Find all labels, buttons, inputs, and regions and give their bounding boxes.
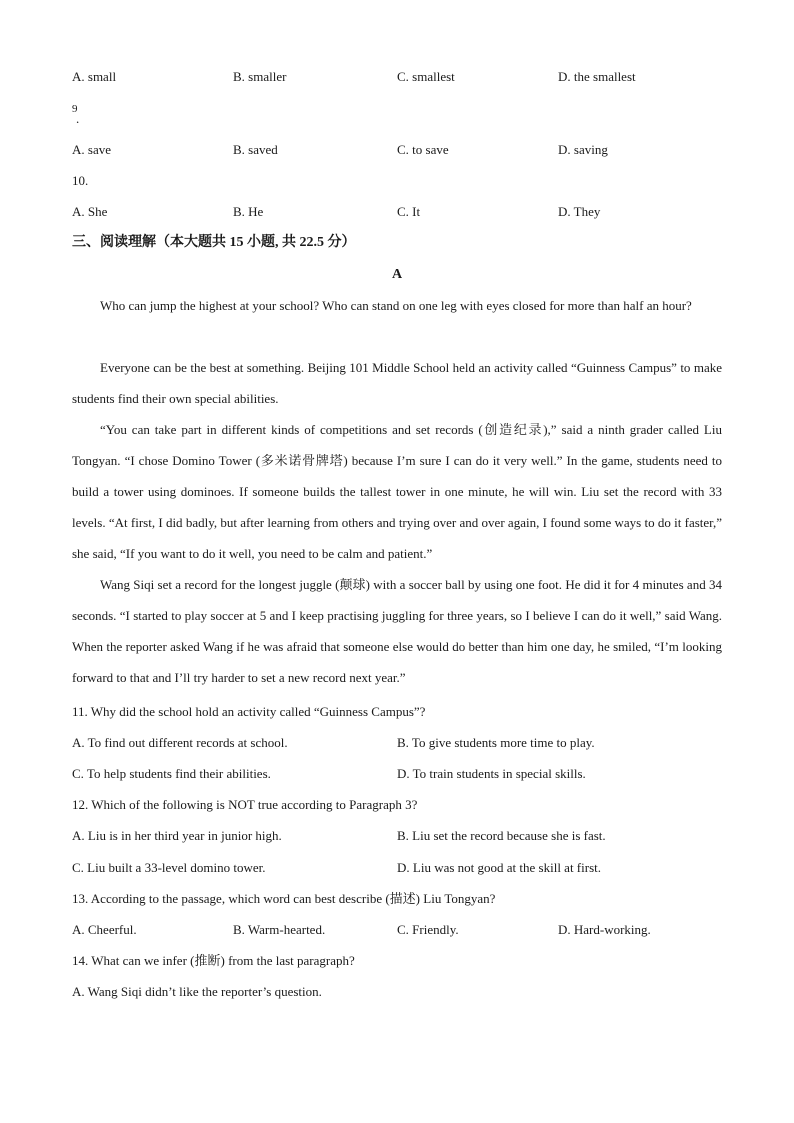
q12-option-d: D. Liu was not good at the skill at first. [397, 860, 602, 875]
q13-option-d: D. Hard-working. [558, 922, 651, 937]
q13-stem: 13. According to the passage, which word can best describe (描述) Liu Tongyan? [72, 891, 496, 906]
q14-option-a: A. Wang Siqi didn’t like the reporter’s question. [72, 984, 322, 999]
q12-option-b: B. Liu set the record because she is fast. [397, 828, 606, 843]
q11-options-row2 [0, 766, 794, 782]
section-title: 三、阅读理解（本大题共 15 小题, 共 22.5 分） [72, 235, 356, 250]
q9-options [0, 142, 794, 158]
q10-option-d: D. They [558, 204, 601, 219]
q8-option-a: A. small [72, 69, 117, 84]
q13-options [0, 922, 794, 938]
q8-option-d: D. the smallest [558, 69, 636, 84]
q12-option-c: C. Liu built a 33-level domino tower. [72, 860, 266, 875]
q11-option-b: B. To give students more time to play. [397, 735, 595, 750]
q11-stem: 11. Why did the school hold an activity called “Guinness Campus”? [72, 704, 426, 719]
q12-options-row2 [0, 860, 794, 876]
q12-options-row1 [0, 828, 794, 844]
q10-options [0, 204, 794, 220]
q11-option-c: C. To help students find their abilities. [72, 766, 271, 781]
q10-option-b: B. He [233, 204, 264, 219]
paragraph-3: “You can take part in different kinds of competitions and set records (创造纪录),” said a ninth grader called Liu Tongyan. “I chose Domino Tower (多米诺骨牌塔) because I’m sure I can do it very well.” In the game, students need to build a tower using dominoes. If someone builds the tallest tower in one minute, he will win. Liu set the record with 33 levels. “At first, I did badly, but after learning from others and trying over and over again, I found some ways to do it faster,” she said, “If you want to do it well, you need to be calm and patient.” [72, 422, 722, 561]
q13-option-c: C. Friendly. [397, 922, 459, 937]
q13-option-a: A. Cheerful. [72, 922, 137, 937]
q9-number-digit: 9 [72, 103, 78, 115]
q10-number: 10. [72, 173, 89, 188]
q13-option-b: B. Warm-hearted. [233, 922, 326, 937]
q11-option-d: D. To train students in special skills. [397, 766, 586, 781]
q10-option-c: C. It [397, 204, 421, 219]
paragraph-1: Who can jump the highest at your school? Who can stand on one leg with eyes closed for more than half an hour? [100, 298, 692, 313]
q9-option-b: B. saved [233, 142, 278, 157]
q11-options-row1 [0, 735, 794, 751]
q8-options [0, 69, 794, 85]
paragraph-4: Wang Siqi set a record for the longest juggle (颠球) with a soccer ball by using one foot. He did it for 4 minutes and 34 seconds. “I started to play soccer at 5 and I keep practising juggling for three years, so I believe I can do it well,” said Wang. When the reporter asked Wang if he was afraid that someone else would do better than him one day, he smiled, “I’m looking forward to that and I’ll try harder to set a new record next year.” [72, 577, 722, 685]
q14-stem: 14. What can we infer (推断) from the last paragraph? [72, 953, 355, 968]
q9-option-c: C. to save [397, 142, 449, 157]
q9-option-d: D. saving [558, 142, 608, 157]
q9-number-dot: . [76, 111, 80, 126]
q9-option-a: A. save [72, 142, 111, 157]
paragraph-2: Everyone can be the best at something. Beijing 101 Middle School held an activity called “Guinness Campus” to make students find their own special abilities. [72, 360, 722, 406]
q12-stem: 12. Which of the following is NOT true according to Paragraph 3? [72, 797, 418, 812]
q8-option-c: C. smallest [397, 69, 455, 84]
q8-option-b: B. smaller [233, 69, 287, 84]
q12-option-a: A. Liu is in her third year in junior high. [72, 828, 282, 843]
q10-option-a: A. She [72, 204, 108, 219]
passage-title: A [391, 267, 403, 282]
q11-option-a: A. To find out different records at school. [72, 735, 288, 750]
